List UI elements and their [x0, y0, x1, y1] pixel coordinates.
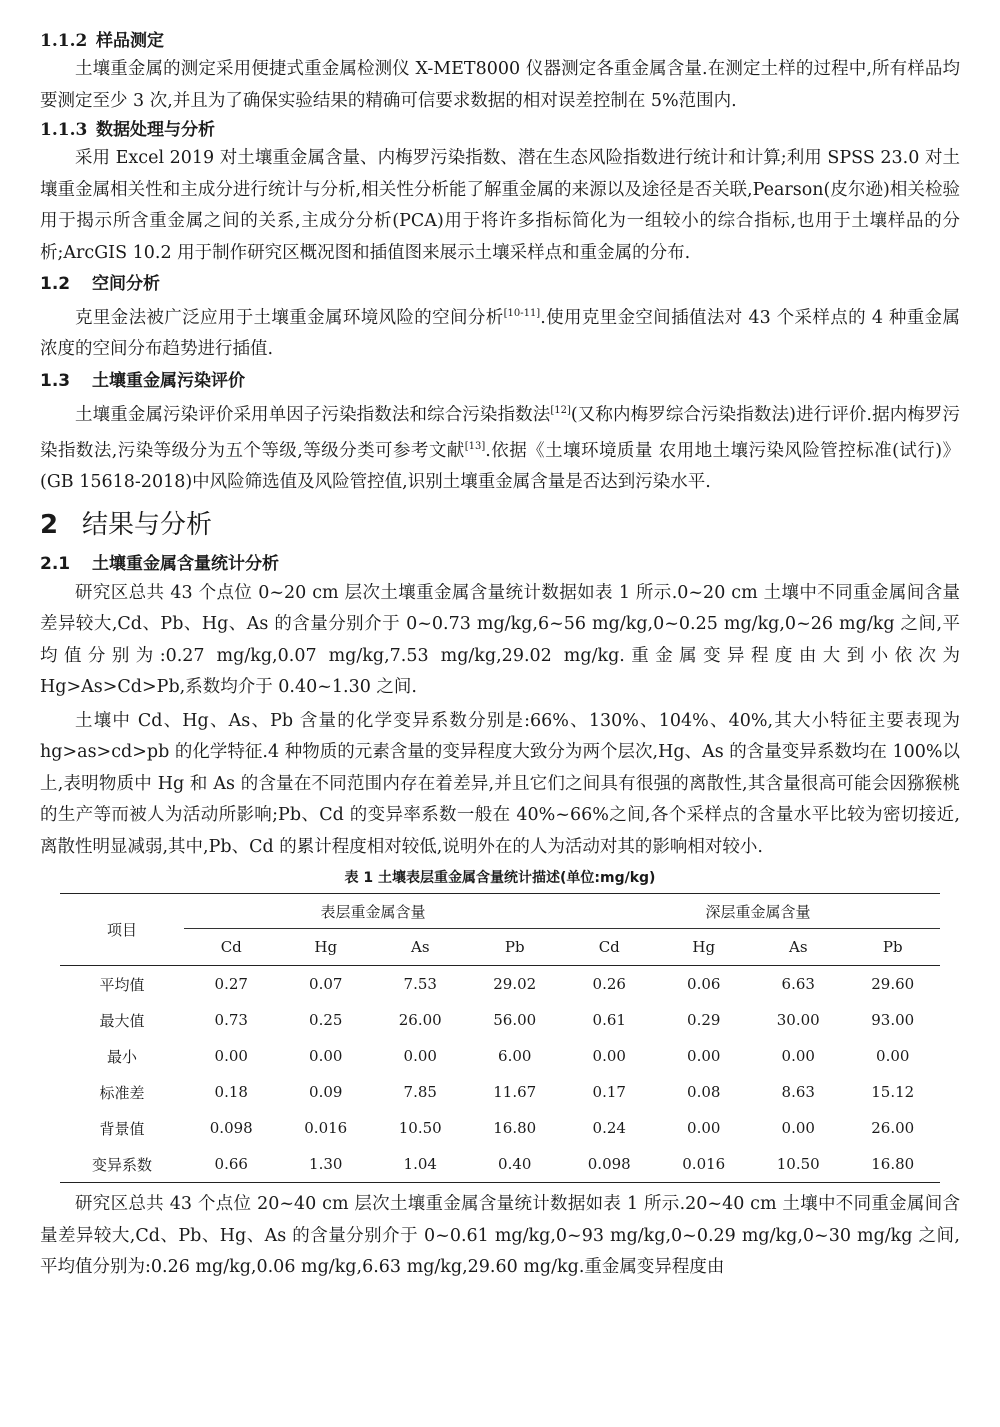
section-number: 2.1	[40, 553, 71, 574]
row-label: 背景值	[99, 1119, 145, 1138]
table-cell: 0.18	[214, 1083, 248, 1102]
group-header-surface: 表层重金属含量	[184, 894, 562, 929]
section-heading-1-3	[40, 368, 960, 395]
subsection-heading-1-1-2	[40, 28, 960, 54]
table-cell: 0.07	[309, 975, 343, 994]
table-cell: 0.00	[403, 1047, 437, 1066]
table-cell: 7.85	[403, 1083, 437, 1102]
paragraph-variation-coefficients: 土壤中 Cd、Hg、As、Pb 含量的化学变异系数分别是:66%、130%、104%、40%,其大小特征主要表现为 hg>as>cd>pb 的化学特征.4 种物质的元素含量的变异程度大致分为两个层次,Hg、As 的含量变异系数均在 100%以上,表明物质中 Hg 和 As 的含量在不同范围内存在着差异,并且它们之间具有很强的离散性,其含量很高可能会因猕猴桃的生产等而被人为活动所影响;Pb、Cd 的变异率系数一般在 40%~66%之间,各个采样点的含量水平比较为密切接近,离散性明显减弱,其中,Pb、Cd 的累计程度相对较低,说明外在的人为活动对其的影响相对较小.	[40, 710, 960, 857]
table-row	[60, 1146, 940, 1183]
table-cell: 93.00	[871, 1011, 915, 1030]
section-title: 数据处理与分析	[96, 120, 215, 140]
paragraph-surface-stats: 研究区总共 43 个点位 0~20 cm 层次土壤重金属含量统计数据如表 1 所示.0~20 cm 土壤中不同重金属间含量差异较大,Cd、Pb、Hg、As 的含量分别介于 0~0.73 mg/kg,6~56 mg/kg,0~0.25 mg/kg,0~26 mg/kg 之间,平均值分别为:0.27 mg/kg,0.07 mg/kg,7.53 mg/kg,29.02 mg/kg.重金属变异程度由大到小依次为 Hg>As>Cd>Pb,系数均介于 0.40~1.30 之间.	[40, 582, 960, 698]
paragraph-deep-layer-stats: 研究区总共 43 个点位 20~40 cm 层次土壤重金属含量统计数据如表 1 所示.20~40 cm 土壤中不同重金属间含量差异较大,Cd、Pb、Hg、As 的含量分别介于 0~0.61 mg/kg,0~93 mg/kg,0~0.29 mg/kg,0~30 mg/kg 之间,平均值分别为:0.26 mg/kg,0.06 mg/kg,6.63 mg/kg,29.60 mg/kg.重金属变异程度由	[40, 1194, 960, 1278]
column-header: Pb	[882, 938, 903, 957]
table-cell: 1.04	[403, 1155, 437, 1174]
table-cell: 0.00	[781, 1047, 815, 1066]
paragraph-text: (又称内梅罗综合污染指数法)进行评价.据内梅罗污染指数法,污染等级分为五个等级,等级分类可参考文献	[40, 404, 961, 461]
table-cell: 0.016	[304, 1119, 348, 1138]
paragraph-text: .依据《土壤环境质量 农用地土壤污染风险管控标准(试行)》(GB 15618-2018)中风险筛选值及风险管控值,识别土壤重金属含量是否达到污染水平.	[40, 440, 961, 493]
table-cell: 0.098	[587, 1155, 631, 1174]
table-cell: 56.00	[493, 1011, 537, 1030]
subsection-heading-1-1-3	[40, 117, 960, 143]
table-cell: 0.00	[781, 1119, 815, 1138]
section-title: 空间分析	[92, 274, 160, 294]
table-cell: 0.08	[687, 1083, 721, 1102]
column-header: Hg	[314, 938, 338, 957]
table-cell: 16.80	[871, 1155, 915, 1174]
table-cell: 0.00	[214, 1047, 248, 1066]
column-header: As	[410, 938, 430, 957]
table-cell: 0.40	[498, 1155, 532, 1174]
table-cell: 6.63	[781, 975, 815, 994]
paragraph-text: .使用克里金空间插值法对 43 个采样点的 4 种重金属浓度的空间分布趋势进行插值.	[40, 307, 961, 360]
column-header: As	[788, 938, 808, 957]
table-cell: 26.00	[398, 1011, 442, 1030]
table-cell: 0.25	[309, 1011, 343, 1030]
section-heading-2-1	[40, 551, 960, 578]
table-row	[60, 1038, 940, 1074]
table-cell: 29.02	[493, 975, 537, 994]
paragraph-sample-measurement: 土壤重金属的测定采用便捷式重金属检测仪 X-MET8000 仪器测定各重金属含量.在测定土样的过程中,所有样品均要测定至少 3 次,并且为了确保实验结果的精确可信要求数据的相对误差控制在 5%范围内.	[40, 59, 960, 111]
section-title: 样品测定	[96, 31, 164, 51]
table-cell: 0.73	[214, 1011, 248, 1030]
table-cell: 0.66	[214, 1155, 248, 1174]
table-cell: 1.30	[309, 1155, 343, 1174]
section-number: 1.1.3	[40, 120, 88, 140]
paragraph-data-processing: 采用 Excel 2019 对土壤重金属含量、内梅罗污染指数、潜在生态风险指数进行统计和计算;利用 SPSS 23.0 对土壤重金属相关性和主成分进行统计与分析,相关性分析能了解重金属的来源以及途径是否关联,Pearson(皮尔逊)相关检验用于揭示所含重金属之间的关系,主成分分析(PCA)用于将许多指标简化为一组较小的综合指标,也用于土壤样品的分析;ArcGIS 10.2 用于制作研究区概况图和插值图来展示土壤采样点和重金属的分布.	[40, 148, 960, 263]
table-cell: 0.24	[592, 1119, 626, 1138]
table-cell: 0.016	[682, 1155, 726, 1174]
table-row	[60, 966, 940, 1003]
column-header: Cd	[220, 938, 242, 957]
section-number: 1.1.2	[40, 31, 88, 51]
row-label: 最小	[106, 1047, 137, 1066]
table-row	[60, 1074, 940, 1110]
section-number: 1.3	[40, 370, 71, 391]
section-title: 土壤重金属含量统计分析	[92, 553, 279, 574]
row-label: 变异系数	[91, 1155, 152, 1174]
table-cell: 8.63	[781, 1083, 815, 1102]
citation-ref: [12]	[550, 404, 571, 416]
paragraph-text: 土壤重金属污染评价采用单因子污染指数法和综合污染指数法	[75, 404, 551, 425]
table-cell: 10.50	[398, 1119, 442, 1138]
section-number: 2	[40, 509, 59, 540]
section-heading-2	[40, 503, 960, 547]
table-cell: 11.67	[493, 1083, 537, 1102]
column-header: Cd	[598, 938, 620, 957]
table-cell: 0.27	[214, 975, 248, 994]
table-row	[60, 1110, 940, 1146]
table-cell: 0.00	[309, 1047, 343, 1066]
paragraph-pollution-evaluation	[40, 395, 960, 499]
table-cell: 0.00	[876, 1047, 910, 1066]
row-label: 最大值	[99, 1011, 145, 1030]
table-cell: 10.50	[776, 1155, 820, 1174]
table-cell: 0.17	[592, 1083, 626, 1102]
section-heading-1-2	[40, 271, 960, 298]
table-cell: 0.29	[687, 1011, 721, 1030]
row-label: 标准差	[99, 1083, 145, 1102]
section-number: 1.2	[40, 274, 71, 294]
table-cell: 0.098	[209, 1119, 253, 1138]
section-title: 土壤重金属污染评价	[92, 370, 245, 391]
table-cell: 0.09	[309, 1083, 343, 1102]
table-cell: 0.00	[687, 1119, 721, 1138]
table-cell: 0.00	[592, 1047, 626, 1066]
section-title: 结果与分析	[82, 509, 213, 540]
group-header-deep: 深层重金属含量	[562, 894, 940, 929]
table-caption: 表 1 土壤表层重金属含量统计描述(单位:mg/kg)	[344, 870, 656, 887]
table-cell: 29.60	[871, 975, 915, 994]
table-cell: 6.00	[498, 1047, 532, 1066]
table-cell: 26.00	[871, 1119, 915, 1138]
table-cell: 0.26	[592, 975, 626, 994]
citation-ref: [10-11]	[503, 308, 541, 319]
table-cell: 16.80	[493, 1119, 537, 1138]
item-header: 项目	[60, 894, 184, 966]
citation-ref: [13]	[464, 441, 486, 453]
table-row	[60, 1002, 940, 1038]
column-header: Pb	[504, 938, 525, 957]
table-cell: 0.00	[687, 1047, 721, 1066]
paragraph-spatial-analysis	[40, 298, 960, 366]
table-cell: 7.53	[403, 975, 437, 994]
row-label: 平均值	[99, 975, 145, 994]
table-cell: 30.00	[776, 1011, 820, 1030]
table-cell: 15.12	[871, 1083, 915, 1102]
column-header: Hg	[692, 938, 716, 957]
table-cell: 0.61	[592, 1011, 626, 1030]
paragraph-text: 克里金法被广泛应用于土壤重金属环境风险的空间分析	[75, 307, 504, 328]
heavy-metal-stats-table	[60, 893, 940, 1183]
table-cell: 0.06	[687, 975, 721, 994]
